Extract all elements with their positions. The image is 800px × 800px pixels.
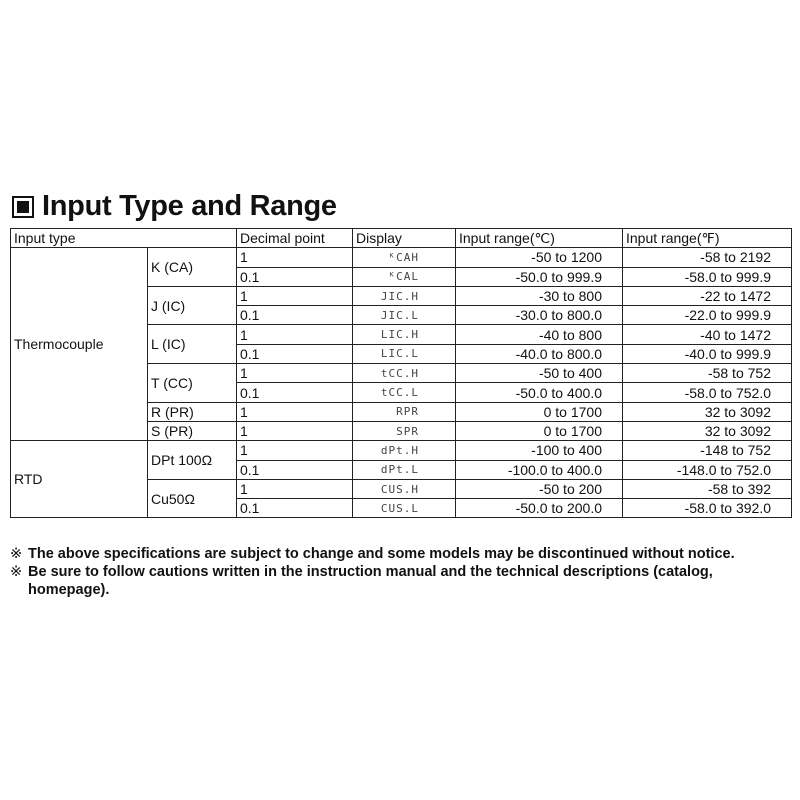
table-body [11,229,792,518]
range-f-cell: -40 to 1472 [623,325,792,344]
sensor-cell: K (CA) [148,248,237,287]
range-f-cell: -58.0 to 999.9 [623,267,792,286]
table-row [11,248,792,267]
range-f-cell: -58 to 752 [623,364,792,383]
decimal-point-cell: 0.1 [237,267,353,286]
page-title: Input Type and Range [42,190,337,222]
table-header-row [11,229,792,248]
range-c-cell: -50 to 200 [456,479,623,498]
display-cell: LIC.H [353,325,456,344]
sensor-cell: L (IC) [148,325,237,364]
decimal-point-cell: 0.1 [237,344,353,363]
column-header-display: Display [353,229,456,248]
column-header-input-type: Input type [11,229,237,248]
reference-mark-icon: ※ [10,564,23,580]
display-cell: CUS.H [353,479,456,498]
display-cell: tCC.L [353,383,456,402]
range-f-cell: -58.0 to 392.0 [623,499,792,518]
range-f-cell: -58 to 392 [623,479,792,498]
range-f-cell: -40.0 to 999.9 [623,344,792,363]
range-f-cell: 32 to 3092 [623,402,792,421]
column-header-range-f: Input range(℉) [623,229,792,248]
note-text: The above specifications are subject to change and some models may be discontinued without notice. [28,546,735,562]
input-type-cell: Thermocouple [11,248,148,441]
range-c-cell: -30 to 800 [456,286,623,305]
range-f-cell: -148 to 752 [623,441,792,460]
sensor-cell: DPt 100Ω [148,441,237,480]
range-c-cell: -50 to 1200 [456,248,623,267]
column-header-range-c: Input range(℃) [456,229,623,248]
section-heading [12,190,337,223]
decimal-point-cell: 0.1 [237,383,353,402]
reference-mark-icon: ※ [10,546,23,562]
display-cell: LIC.L [353,344,456,363]
decimal-point-cell: 1 [237,364,353,383]
table-row [11,441,792,460]
decimal-point-cell: 1 [237,248,353,267]
note-1 [10,545,788,563]
range-f-cell: -58.0 to 752.0 [623,383,792,402]
decimal-point-cell: 0.1 [237,460,353,479]
sensor-cell: Cu50Ω [148,479,237,518]
display-cell: ᴷCAH [353,248,456,267]
notes [10,545,788,599]
display-cell: dPt.H [353,441,456,460]
decimal-point-cell: 1 [237,325,353,344]
display-cell: tCC.H [353,364,456,383]
range-f-cell: 32 to 3092 [623,421,792,440]
range-c-cell: -100.0 to 400.0 [456,460,623,479]
range-f-cell: -22.0 to 999.9 [623,306,792,325]
decimal-point-cell: 1 [237,479,353,498]
decimal-point-cell: 0.1 [237,499,353,518]
range-c-cell: -100 to 400 [456,441,623,460]
range-c-cell: -50.0 to 400.0 [456,383,623,402]
range-f-cell: -22 to 1472 [623,286,792,305]
range-f-cell: -58 to 2192 [623,248,792,267]
display-cell: RPR [353,402,456,421]
decimal-point-cell: 1 [237,421,353,440]
input-range-table [10,228,792,518]
sensor-cell: S (PR) [148,421,237,440]
decimal-point-cell: 1 [237,441,353,460]
note-2 [10,563,788,599]
display-cell: SPR [353,421,456,440]
decimal-point-cell: 1 [237,286,353,305]
display-cell: ᴷCAL [353,267,456,286]
range-c-cell: 0 to 1700 [456,402,623,421]
column-header-decimal-point: Decimal point [237,229,353,248]
display-cell: JIC.L [353,306,456,325]
range-c-cell: -50.0 to 999.9 [456,267,623,286]
range-f-cell: -148.0 to 752.0 [623,460,792,479]
range-c-cell: -40 to 800 [456,325,623,344]
sensor-cell: J (IC) [148,286,237,325]
display-cell: CUS.L [353,499,456,518]
sensor-cell: R (PR) [148,402,237,421]
square-bullet-icon [12,196,34,218]
display-cell: dPt.L [353,460,456,479]
decimal-point-cell: 1 [237,402,353,421]
range-c-cell: -50 to 400 [456,364,623,383]
range-c-cell: 0 to 1700 [456,421,623,440]
range-c-cell: -50.0 to 200.0 [456,499,623,518]
range-c-cell: -30.0 to 800.0 [456,306,623,325]
decimal-point-cell: 0.1 [237,306,353,325]
display-cell: JIC.H [353,286,456,305]
sensor-cell: T (CC) [148,364,237,403]
range-c-cell: -40.0 to 800.0 [456,344,623,363]
input-type-cell: RTD [11,441,148,518]
note-text: Be sure to follow cautions written in the instruction manual and the technical descriptions (catalog, homepage). [28,564,713,598]
